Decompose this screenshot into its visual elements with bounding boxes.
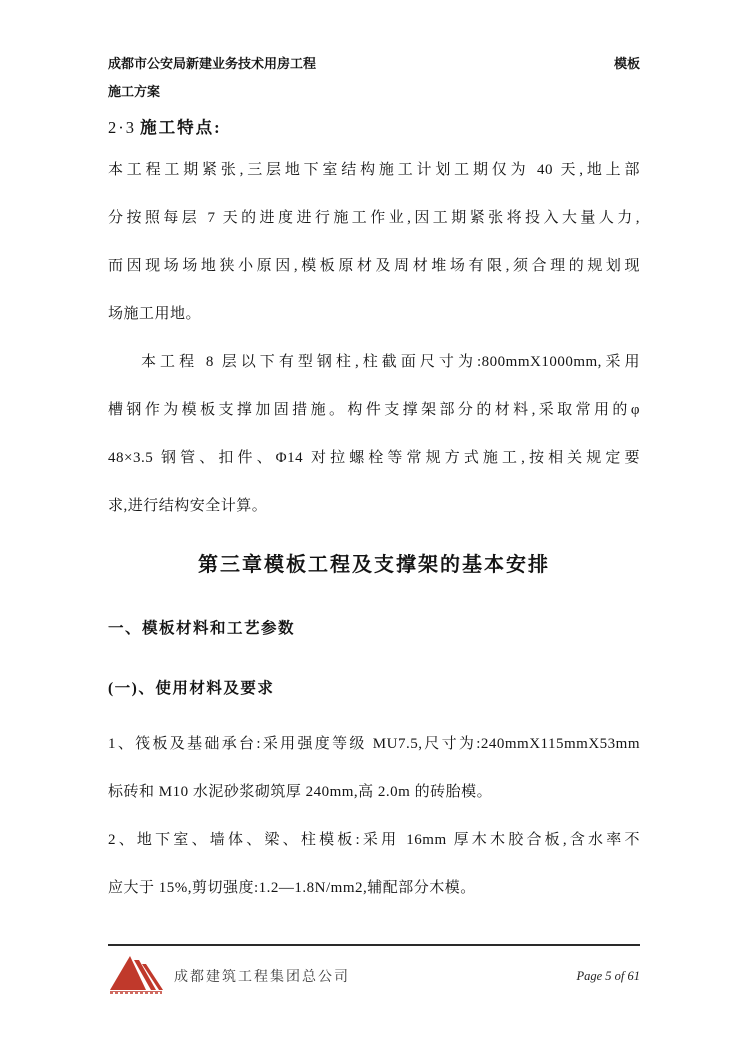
paragraph-line: 1、筏板及基础承台:采用强度等级 MU7.5,尺寸为:240mmX115mmX53mm [108, 736, 640, 752]
paragraph-2 [108, 338, 640, 530]
paragraph-line: 场施工用地。 [108, 306, 202, 322]
company-logo [108, 952, 166, 1000]
paragraph-line: 分按照每层 7 天的进度进行施工作业,因工期紧张将投入大量人力, [108, 210, 640, 226]
paragraph-line: 本工程 8 层以下有型钢柱,柱截面尺寸为:800mmX1000mm,采用 [141, 354, 640, 370]
section-1-heading: 一、模板材料和工艺参数 [108, 620, 296, 637]
chapter-heading: 第三章模板工程及支撑架的基本安排 [198, 554, 550, 576]
section-2-3-heading [108, 114, 640, 138]
list-item-1 [108, 720, 640, 816]
logo-tagline-rule [110, 991, 162, 994]
paragraph-1 [108, 146, 640, 338]
paragraph-line: 而因现场场地狭小原因,模板原材及周材堆场有限,须合理的规划现 [108, 258, 640, 274]
section-number: 2·3 [108, 118, 136, 137]
paragraph-line: 槽钢作为模板支撑加固措施。构件支撑架部分的材料,采取常用的φ [108, 402, 640, 418]
subsection-1-heading: (一)、使用材料及要求 [108, 680, 275, 697]
paragraph-line: 应大于 15%,剪切强度:1.2—1.8N/mm2,辅配部分木模。 [108, 880, 476, 896]
paragraph-line: 48×3.5 钢管、扣件、Φ14 对拉螺栓等常规方式施工,按相关规定要 [108, 450, 640, 466]
footer-divider [108, 944, 640, 946]
list-item-2 [108, 816, 640, 912]
paragraph-line: 本工程工期紧张,三层地下室结构施工计划工期仅为 40 天,地上部 [108, 162, 640, 178]
page-footer [108, 950, 640, 1002]
footer-company-name: 成都建筑工程集团总公司 [174, 970, 350, 985]
paragraph-line: 标砖和 M10 水泥砂浆砌筑厚 240mm,高 2.0m 的砖胎模。 [108, 784, 493, 800]
header-doc-type: 模板 [613, 56, 640, 71]
page-header [108, 50, 640, 106]
header-project-title: 成都市公安局新建业务技术用房工程 [108, 56, 317, 71]
section-title: 施工特点: [140, 118, 222, 137]
paragraph-line: 求,进行结构安全计算。 [108, 498, 268, 514]
header-subtitle: 施工方案 [108, 84, 161, 99]
paragraph-line: 2、地下室、墙体、梁、柱模板:采用 16mm 厚木木胶合板,含水率不 [108, 832, 640, 848]
page-number: Page 5 of 61 [576, 968, 640, 983]
